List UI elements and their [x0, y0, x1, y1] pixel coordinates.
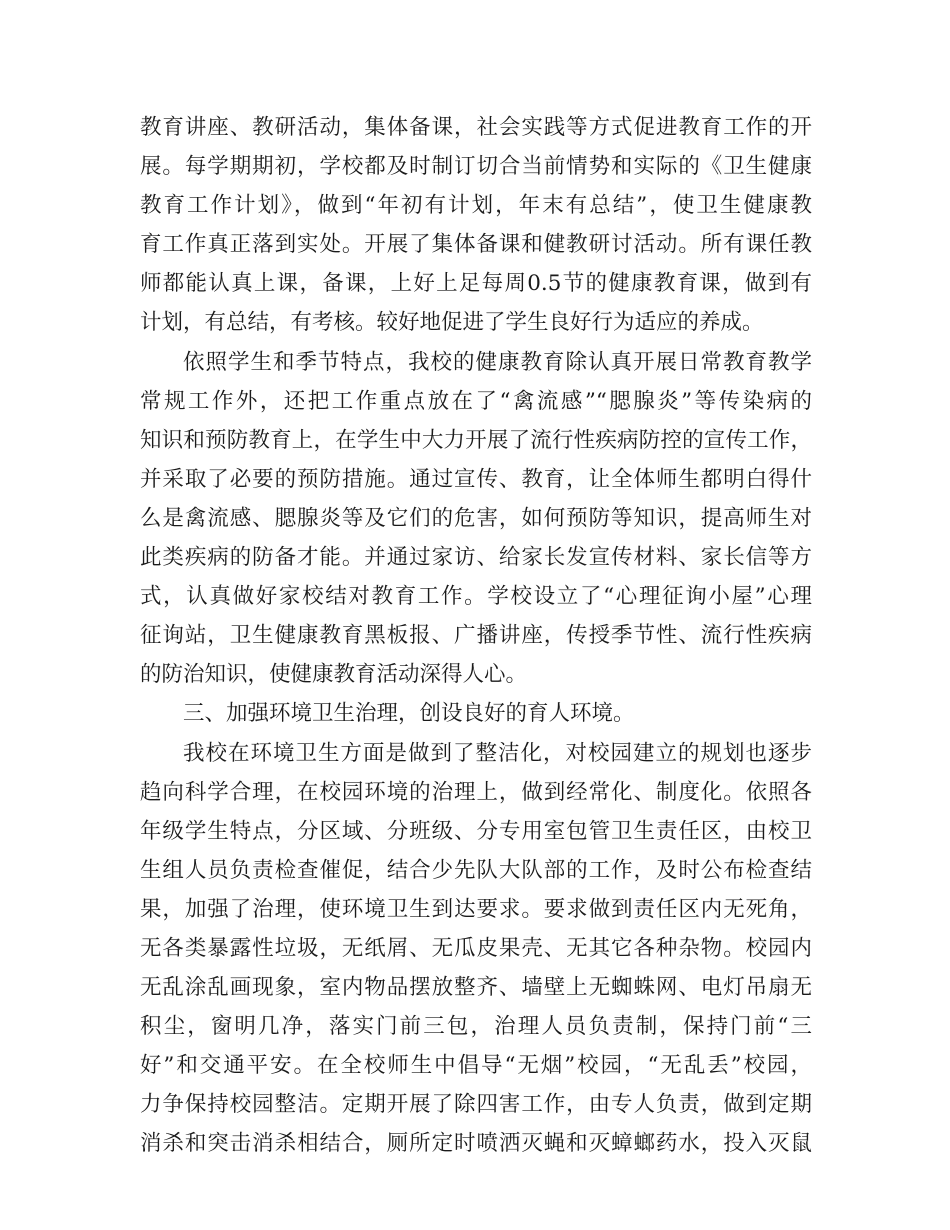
text-line: 无各类暴露性垃圾，无纸屑、无瓜皮果壳、无其它各种杂物。校园内 — [140, 935, 812, 961]
text-line: 年级学生特点，分区域、分班级、分专用室包管卫生责任区，由校卫 — [140, 818, 812, 844]
text-line: 式，认真做好家校结对教育工作。学校设立了“心理征询小屋”心理 — [140, 584, 812, 610]
text-line: 生组人员负责检查催促，结合少先队大队部的工作，及时公布检查结 — [140, 857, 812, 883]
text-line: 力争保持校园整洁。定期开展了除四害工作，由专人负责，做到定期 — [140, 1092, 812, 1118]
text-line: 么是禽流感、腮腺炎等及它们的危害，如何预防等知识，提高师生对 — [140, 505, 812, 531]
text-line: 此类疾病的防备才能。并通过家访、给家长发宣传材料、家长信等方 — [140, 545, 812, 571]
text-line: 育工作真正落到实处。开展了集体备课和健教研讨活动。所有课任教 — [140, 232, 812, 258]
text-line: 师都能认真上课，备课，上好上足每周0.5节的健康教育课，做到有 — [140, 271, 812, 297]
text-line: 依照学生和季节特点，我校的健康教育除认真开展日常教育教学 — [183, 349, 812, 375]
text-line: 教育工作计划》，做到“年初有计划，年末有总结”，使卫生健康教 — [140, 193, 812, 219]
document-body — [140, 108, 812, 1164]
text-line: 消杀和突击消杀相结合，厕所定时喷洒灭蝇和灭蟑螂药水，投入灭鼠 — [140, 1131, 812, 1157]
text-line: 教育讲座、教研活动，集体备课，社会实践等方式促进教育工作的开 — [140, 115, 812, 140]
text-line: 趋向科学合理，在校园环境的治理上，做到经常化、制度化。依照各 — [140, 779, 812, 805]
text-line: 积尘，窗明几净，落实门前三包，治理人员负责制，保持门前“三 — [140, 1014, 812, 1040]
text-line: 我校在环境卫生方面是做到了整洁化，对校园建立的规划也逐步 — [183, 740, 812, 766]
text-line: 三、加强环境卫生治理，创设良好的育人环境。 — [183, 701, 635, 727]
text-line: 并采取了必要的预防措施。通过宣传、教育，让全体师生都明白得什 — [140, 466, 812, 492]
text-line: 常规工作外，还把工作重点放在了“禽流感”“腮腺炎”等传染病的 — [140, 388, 812, 414]
text-line: 计划，有总结，有考核。较好地促进了学生良好行为适应的养成。 — [140, 310, 764, 336]
text-line: 征询站，卫生健康教育黑板报、广播讲座，传授季节性、流行性疾病 — [140, 623, 812, 649]
text-line: 无乱涂乱画现象，室内物品摆放整齐、墙壁上无蜘蛛网、电灯吊扇无 — [140, 975, 812, 1001]
text-line: 展。每学期期初，学校都及时制订切合当前情势和实际的《卫生健康 — [140, 154, 812, 180]
text-line: 果，加强了治理，使环境卫生到达要求。要求做到责任区内无死角， — [140, 896, 812, 922]
text-line: 好”和交通平安。在全校师生中倡导“无烟”校园，“无乱丢”校园， — [140, 1053, 812, 1079]
text-line: 的防治知识，使健康教育活动深得人心。 — [140, 662, 528, 688]
text-line: 知识和预防教育上，在学生中大力开展了流行性疾病防控的宣传工作， — [140, 427, 812, 453]
